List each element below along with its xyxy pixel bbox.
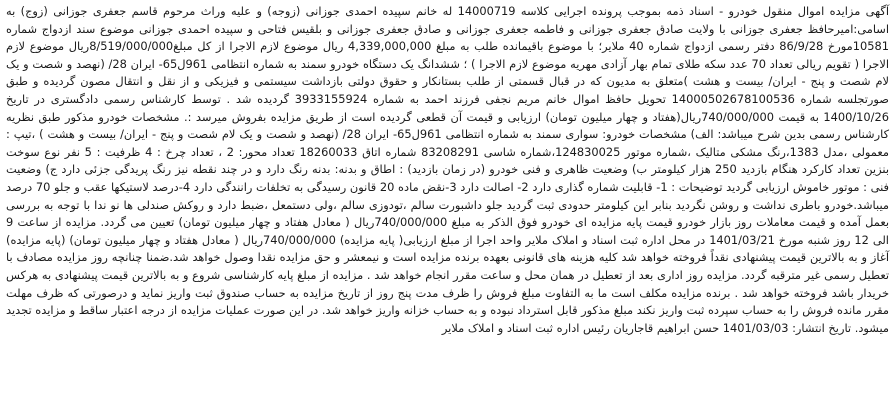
auction-notice-text: آگهی مزایده اموال منقول خودرو - اسناد ذمه بموجب پرونده اجرایی کلاسه 14000719 له خانم سپیده احمدی جوزانی (زوجه) و علیه وراث مرحوم قاسم جعفری جوزانی (زوج) به اسامی:امیرحافظ جعفری جوزانی با ولایت صادق جعفری جوزانی و فاطمه جعفری جوزانی و صادق جعفری جوزانی و بلقیس فتاحی و سپیده احمدی جوزانی موضوع سند ازدواج شماره 10581مورخ 86/9/28 دفتر رسمی ازدواج شماره 40 ملایر؛ با موضوع باقیمانده طلب به مبلغ 4,339,000,000 ریال موضوع لازم الاجرا از کل مبلغ8/519/000/000ریال موضوع لازم الاجرا ( تقویم ریالی تعداد 70 عدد سکه طلای تمام بهار آزادی مهریه موضوع لازم الاجرا ) ؛ ششدانگ یک دستگاه خودرو سمند به شماره انتظامی 961ل65- ایران 28/ (نهصد و شصت و یک لام شصت و پنج - ایران/ بیست و هشت )متعلق به مدیون که در قبال قسمتی از طلب بستانکار و حقوق دولتی بازداشت سیستمی و فیزیکی و از نقل و انتقال مصون گردیده و طبق صورتجلسه شماره 14000502678100536 تحویل حافظ اموال خانم مریم نجفی فرزند احمد به شماره 3933155924 گردیده شد . توسط کارشناس رسمی دادگستری در تاریخ 1400/10/26 به قیمت 740/000/000ریال(هفتاد و چهار میلیون تومان) ارزیابی و قیمت آن قطعی گردیده است از طریق مزایده بفروش میرسد :. مشخصات خودرو مذکور طبق نظریه کارشناس رسمی بدین شرح میباشد: الف) مشخصات خودرو: سواری سمند به شماره انتظامی 961ل65- ایران 28/ (نهصد و شصت و یک لام شصت و پنج - ایران/ بیست و هشت ) ،تیپ : معمولی ،مدل 1383،رنگ مشکی متالیک ،شماره موتور 124830025،شماره شاسی 83208291 شماره اتاق 18260033 تعداد محور: 2 ، تعداد چرخ : 4 ظرفیت : 5 نفر نوع سوخت بنزین تعداد کارکرد هنگام بازدید 250 هزار کیلومتر ب) وضعیت ظاهری و فنی خودرو (در زمان بازدید) : اطاق و بدنه: بدنه رنگ دارد و در چند نقطه نیز رنگ پریدگی جزئی دارد ج) وضعیت فنی : موتور خاموش ارزیابی گردید توضیحات : 1- قابلیت شماره گذاری دارد 2- اصالت دارد 3-نقض ماده 20 قانون رسیدگی به تخلفات رانندگی دارد 4-درصد لاستیکها عقب و جلو 70 درصد میباشد.خودرو باطری نداشت و روشن نگردید بنابر این کیلومتر حدودی ثبت گردید جلو داشبورت سالم ،تودوزی سالم ،ولی دستمعل ،ضبط دارد و روکش صندلی ها نو ندا با توجه به بررسی بعمل آمده و قیمت معاملات روز بازار خودرو قیمت پایه مزایده ای خودرو فوق الذکر به مبلغ 740/000/000ریال ( معادل هفتاد و چهار میلیون تومان) تعیین می گردد. مزایده از ساعت 9 الی 12 روز شنبه مورخ 1401/03/21 در محل اداره ثبت اسناد و املاک ملایر واحد اجرا از مبلغ ارزیابی( پایه مزایده) 740/000/000ریال ( معادل هفتاد و چهار میلیون تومان) (پایه مزایده) آغاز و به بالاترین قیمت پیشنهادی نقداً فروخته خواهد شد کلیه هزینه های قانونی بعهده برنده مزایده است و نیمعشر و حق مزایده نقدا وصول خواهد شد.ضمنا چنانچه روز مزایده مصادف با تعطیل رسمی غیر مترقبه گردد. مزایده روز اداری بعد از تعطیل در همان محل و ساعت مقرر انجام خواهد شد . مزایده از مبلغ پایه کارشناسی شروع و به بالاترین قیمت پیشنهادی به هرکس خریدار باشد فروخته خواهد شد . برنده مزایده مکلف است ما به التفاوت مبلغ فروش را ظرف مدت پنج روز از تاریخ مزایده به حساب صندوق ثبت واریز نماید و درصورتی که ظرف مهلت مقرر مانده فروش را به حساب سپرده ثبت واریز نکند مبلغ مذکور قابل استرداد نبوده و به حساب خزانه واریز خواهد شد. در این صورت عملیات مزایده از درجه اعتبار ساقط و مزایده تجدید میشود. تاریخ انتشار: 1401/03/03 حسن ابراهیم قاجاریان رئیس اداره ثبت اسناد و املاک ملایر xyxy=(6,4,890,335)
